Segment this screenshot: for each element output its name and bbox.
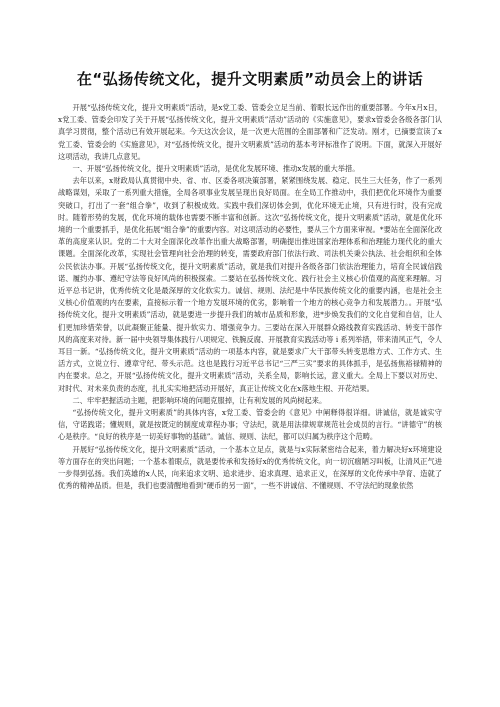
document-title: 在“弘扬传统文化，提升文明素质”动员会上的讲话 xyxy=(76,70,424,88)
paragraph-intro: 开展“弘扬传统文化，提升文明素质”活动，是x党工委、管委会立足当前、着眼长远作出的重要部署。今年x月x日，x党工委、管委会印发了关于开展“弘扬传统文化，提升文明素质”活动”活动的《实施意见》，要求x管委会各级各部门认真学习贯彻，整个活动已有效开展起来。今天这次会议，是一次更大范围的全面部署和广泛发动。刚才，已摘要宣读了x党工委、管委会的《实施意见》，对“弘扬传统文化，提升文明素质”活动的基本考评标准作了说明。下面，就深入开展好这项活动，我讲几点意见。 xyxy=(58,103,442,161)
document-body xyxy=(58,102,442,493)
paragraph-section-heading-2: 二、牢牢把握活动主题，把影响环境的问题克服掉，让有利发展的风尚树起来。 xyxy=(72,395,327,405)
paragraph-section-2-body: 开展好“弘扬传统文化，提升文明素质”活动，一个基本立足点，就是与x实际紧密结合起来，着力解决好x环境建设等方面存在的突出问题；一个基本着眼点，就是要传承和发扬好x的优秀传统文化，向一切沉痼陋习叫板，让清风正气进一步得到弘扬。我们英雄的x人民，向来追求文明、追求进步、追求真理、追求正义，在深厚的文化传承中孕育、造就了优秀的精神品质。但是，我们也要清醒地看到“硬币的另一面”，一些不讲诚信、不懂规则、不守法纪的现象依然 xyxy=(58,444,442,491)
paragraph-section-heading-1: 一、开展“弘扬传统文化，提升文明素质”活动，是优化发展环境、推动x发展的重大举措。 xyxy=(72,164,360,174)
paragraph-section-1-body: 去年以来，x财政局认真贯彻中央、省、市、区委各项决策部署，紧紧围绕发展、稳定、民生三大任务，作了一系列战略谋划，采取了一系列重大措施，全局各项事业发展呈现出良好局面。在全局工作推动中，我们把优化环境作为重要突破口，打出了一套“组合拳”，收到了积极成效。实践中我们深切体会到，优化环境无止境，只有进行时，没有完成时。随着形势的发展，优化环境的载体也需要不断丰富和创新。这次“弘扬传统文化，提升文明素质”活动，就是优化环境的一个重要抓手，是优化拓展“组合拳”的重要内容。对这项活动的必要性，要从三个方面来审视。*要站在全面深化改革的高度来认识。党的二十大对全面深化改革作出重大战略部署，明确提出推进国家治理体系和治理能力现代化的重大课题。全面深化改革，实现社会管理向社会治理的转变，需要政府部门依法行政、司法机关秉公执法、社会组织和全体公民依法办事。开展“弘扬传统文化，提升文明素质”活动，就是我们对提升各级各部门依法治理能力，培育全民诚信践诺、履约办事、遵纪守法等良好风尚的积极探索。二要站在弘扬传统文化、践行社会主义核心价值观的高度来理解。习近平总书记讲，优秀传统文化是最深厚的文化软实力。诚信、规则、法纪是中华民族传统文化的重要内涵，也是社会主义核心价值观的内在要素，直接标示着一个地方发展环境的优劣，影响着一个地方的核心竞争力和发展潜力。。开展“弘扬传统文化，提升文明素质”活动，就是要进一步提升我们的城市品质和形象，进*步焕发我们的文化自觉和自信，让人们更加珍惜荣誉，以此凝聚正能量、提升软实力、增强竞争力。三要站在深入开展群众路线教育实践活动、转变干部作风的高度来对待。新一届中央领导集体践行八项规定、铁腕反腐、开展教育实践活动等 i 系列举措，带来清风正气，令人耳目一新。“弘扬传统文化，提升文明素质”活动的一项基本内容，就是要求广大干部带头转变思维方式、工作方式、生活方式，立说立行、遵章守纪、带头示范。这也是践行习近平总书记“三严三实”要求的具体抓手，是弘扬焦裕禄精神的内在要求。总之，开展“弘扬传统文化，提升文明素质”活动，关系全局，影响长远，意义重大。全局上下要以对历史、对时代、对未来负责的态度，扎扎实实地把活动开展好，真正让传统文化在x落地生根、开花结果。 xyxy=(58,176,442,393)
paragraph-section-2-definitions: “弘扬传统文化，提升文明素质”的具体内容，x党工委、管委会的《意见》中阐释得很详细。讲诚信，就是诚实守信，守诺践诺；懂规则，就是按既定的制度成章程办事；守法纪，就是用法律规章规范社会成员的言行。“讲德守”的核心是秩序。“良好的秩序是一切美好事物的基础”。诚信、规则、法纪，都可以归属为秩序这个范畴。 xyxy=(58,408,442,442)
